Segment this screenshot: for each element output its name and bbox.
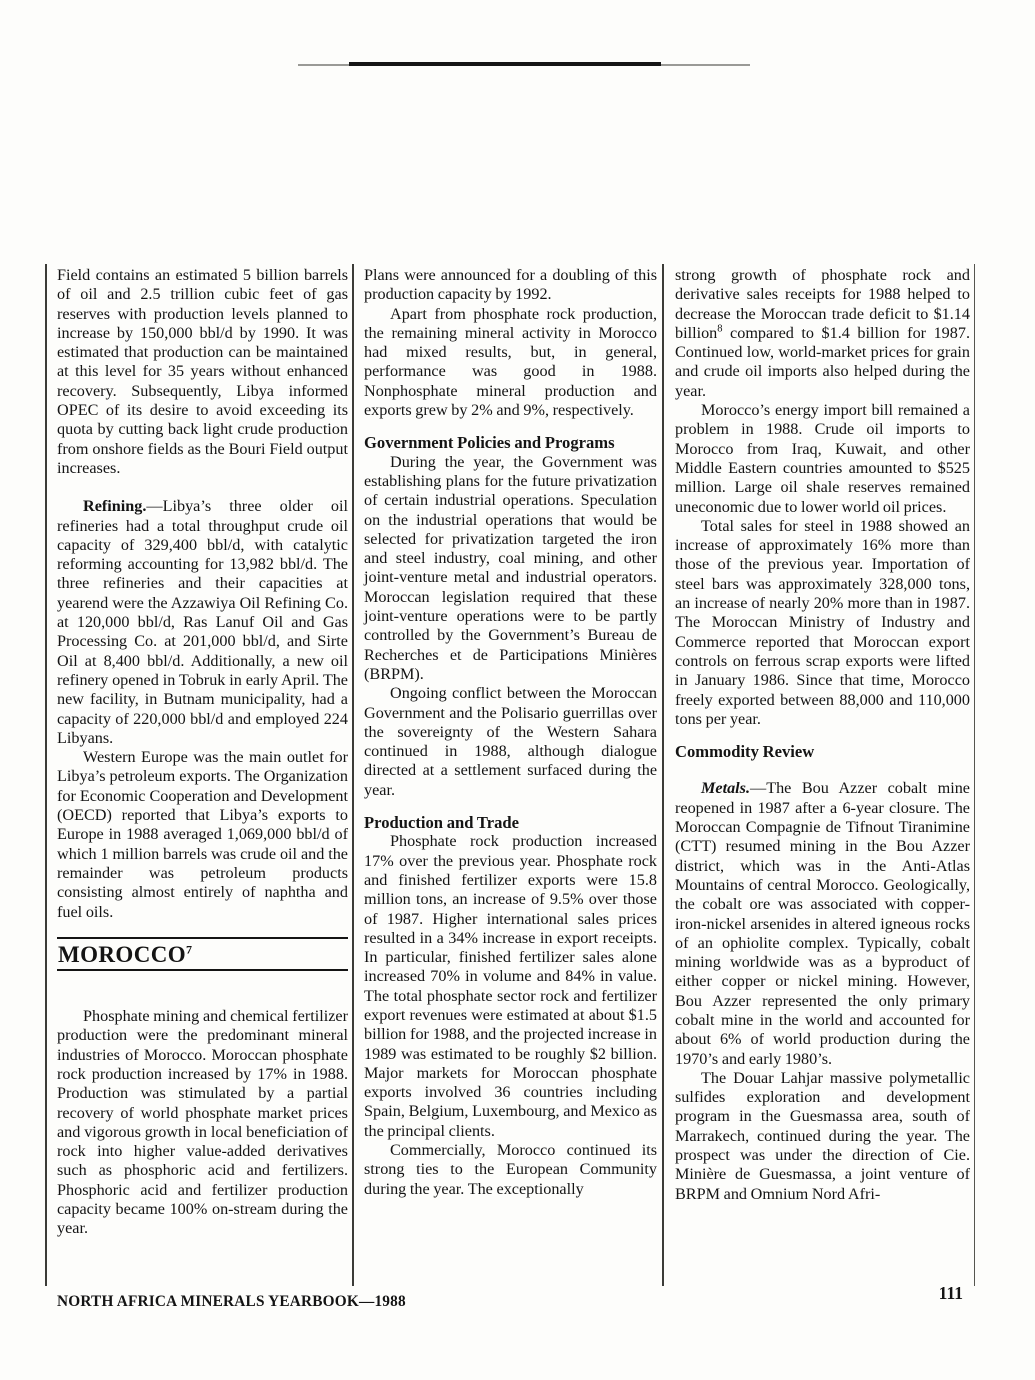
strong-growth-text-pre: strong growth of phosphate rock and derivative sales receipts for 1988 helped to decrease the Moroccan trade deficit to $1.14 billion — [675, 266, 970, 342]
section-rule-bottom — [57, 969, 348, 971]
column-3 — [675, 266, 970, 1204]
subsection-heading-government-policies: Government Policies and Programs — [364, 433, 615, 453]
page-number: 111 — [938, 1283, 963, 1303]
paragraph-commercially: Commercially, Morocco continued its strong ties to the European Community during the year. The exceptionally — [364, 1141, 657, 1198]
paragraph-steel-sales: Total sales for steel in 1988 showed an increase of approximately 16% more than those of the previous year. Importation of steel bars was approximately 328,000 tons, an increase of nearly 20% more than in 1987. The Moroccan Ministry of Industry and Commerce reported that Moroccan export controls on ferrous scrap exports were lifted in January 1986. Since that time, Morocco freely exported between 88,000 and 110,000 tons per year. — [675, 516, 970, 728]
paragraph-douar-lahjar: The Douar Lahjar massive polymetallic sulfides exploration and development program in the Guesmassa area, south of Marrakech, continued during the year. The prospect was under the direction of Cie. Minière de Guesmassa, a joint venture of BRPM and Omnium Nord Afri- — [675, 1068, 970, 1203]
column-divider-right — [974, 264, 975, 1286]
morocco-footnote-marker: 7 — [186, 942, 193, 957]
morocco-section-header — [57, 937, 348, 971]
paragraph-phosphate-rock: Phosphate rock production increased 17% over the previous year. Phosphate rock and finished fertilizer exports were 15.8 million tons, an increase of 9.5% over those of 1987. Higher international sales prices resulted in a 34% increase in export receipts. In particular, finished fertilizer sales alone increased 70% in volume and 84% in value. The total phosphate sector rock and fertilizer export revenues were estimated at about $1.5 billion for 1988, and the projected increase in 1989 was estimated to be roughly $2 billion. Major markets for Moroccan phosphate exports involved 36 countries including Spain, Belgium, Luxembourg, and Mexico as the principal clients. — [364, 832, 657, 1140]
paragraph-plans: Plans were announced for a doubling of this production capacity by 1992. — [364, 266, 657, 304]
footer-source-line: NORTH AFRICA MINERALS YEARBOOK—1988 — [57, 1293, 406, 1310]
column-2 — [364, 266, 657, 1199]
metals-lead-in: Metals. — [701, 779, 751, 798]
paragraph-during-year: During the year, the Government was establishing plans for the future privatization of certain industrial operations. Speculation on the industrial operations that would be selected for privatization targeted the iron and steel industry, coal mining, and other joint-venture metal and industrial operators. Moroccan legislation required that these joint-venture operations were to be partly controlled by the Government’s Bureau de Recherches et de Participations Minières (BRPM). — [364, 452, 657, 683]
paragraph-ongoing-conflict: Ongoing conflict between the Moroccan Government and the Polisario guerrillas over the sovereignty of the Western Sahara continued in 1988, although dialogue directed at a settlement surfaced during the year. — [364, 684, 657, 799]
column-divider-1 — [352, 264, 354, 1286]
top-rule-thick — [349, 62, 661, 66]
section-rule-top — [57, 937, 348, 939]
paragraph-western-europe: Western Europe was the main outlet for Libya’s petroleum exports. The Organization for Economic Cooperation and Development (OECD) reported that Libya’s exports to Europe in 1988 averaged 1,069,000 bbl/d of which 1 million barrels was crude oil and the remainder was petroleum products consisting almost entirely of naphtha and fuel oils. — [57, 748, 348, 921]
refining-body-text: —Libya’s three older oil refineries had a total throughput crude oil capacity of 329,400 bbl/d, with catalytic reforming accounting for 13,982 bbl/d. The three refineries and their capacities at yearend were the Azzawiya Oil Refining Co. at 120,000 bbl/d, Ras Lanuf Oil and Gas Processing Co. at 201,000 bbl/d, and Sirte Oil at 8,400 bbl/d. Additionally, a new oil refinery opened in Tobruk in early April. The new facility, in Butnam municipality, had a capacity of 220,000 bbl/d and employed 224 Libyans. — [57, 497, 348, 747]
subsection-heading-commodity-review: Commodity Review — [675, 742, 815, 762]
paragraph-field-reserves: Field contains an estimated 5 billion barrels of oil and 2.5 trillion cubic feet of gas reserves with production levels planned to increase by 150,000 bbl/d by 1990. It was estimated that production can be maintained at this level for 35 years without enhanced recovery. Subsequently, Libya informed OPEC of its desire to avoid exceeding its quota by cutting back light crude production from onshore fields as the Bouri Field output increases. — [57, 266, 348, 477]
subsection-heading-production-trade: Production and Trade — [364, 813, 520, 833]
paragraph-phosphate-mining: Phosphate mining and chemical fertilizer production were the predominant mineral industries of Morocco. Moroccan phosphate rock production increased by 17% in 1988. Production was stimulated by a partial recovery of world phosphate market prices and vigorous growth in local beneficiation of rock into higher value-added derivatives such as phosphoric acid and fertilizers. Phosphoric acid and fertilizer production capacity became 100% on-stream during the year. — [57, 1007, 348, 1238]
trade-deficit-footnote-marker: 8 — [717, 323, 723, 335]
paragraph-apart: Apart from phosphate rock production, the remaining mineral activity in Morocco had mixed results, but, in general, performance was good in 1988. Nonphosphate mineral production and exports grew by 2% and 9%, respectively. — [364, 304, 657, 420]
morocco-title-text: MOROCCO — [58, 941, 187, 967]
column-divider-left — [45, 264, 47, 1286]
paragraph-refining — [57, 497, 348, 748]
paragraph-metals — [675, 779, 970, 1068]
metals-body-text: —The Bou Azzer cobalt mine reopened in 1987 after a 6-year closure. The Moroccan Compagnie de Tifnout Tiranimine (CTT) resumed mining in the Bou Azzer district, which was in the Anti-Atlas Mountains of central Morocco. Geologically, the cobalt ore was associated with copper-iron-nickel arsenides in altered igneous rocks of an ophiolite complex. Typically, cobalt mining worldwide was as a byproduct of either copper or nickel mining. However, Bou Azzer represented the only primary cobalt mine in the world and accounted for about 6% of world production during the 1970’s and early 1980’s. — [675, 779, 970, 1068]
paragraph-strong-growth — [675, 266, 970, 401]
refining-lead-in: Refining. — [83, 497, 147, 516]
column-divider-2 — [662, 264, 664, 1286]
column-1 — [57, 266, 348, 1239]
section-title-morocco — [58, 941, 348, 967]
strong-growth-text-post: compared to $1.4 billion for 1987. Continued low, world-market prices for grain and crude oil imports also helped during the year. — [675, 323, 970, 400]
paragraph-energy-imports: Morocco’s energy import bill remained a problem in 1988. Crude oil imports to Morocco from Iraq, Kuwait, and other Middle Eastern countries amounted to $525 million. Large oil shale reserves remained uneconomic due to lower world oil prices. — [675, 401, 970, 516]
